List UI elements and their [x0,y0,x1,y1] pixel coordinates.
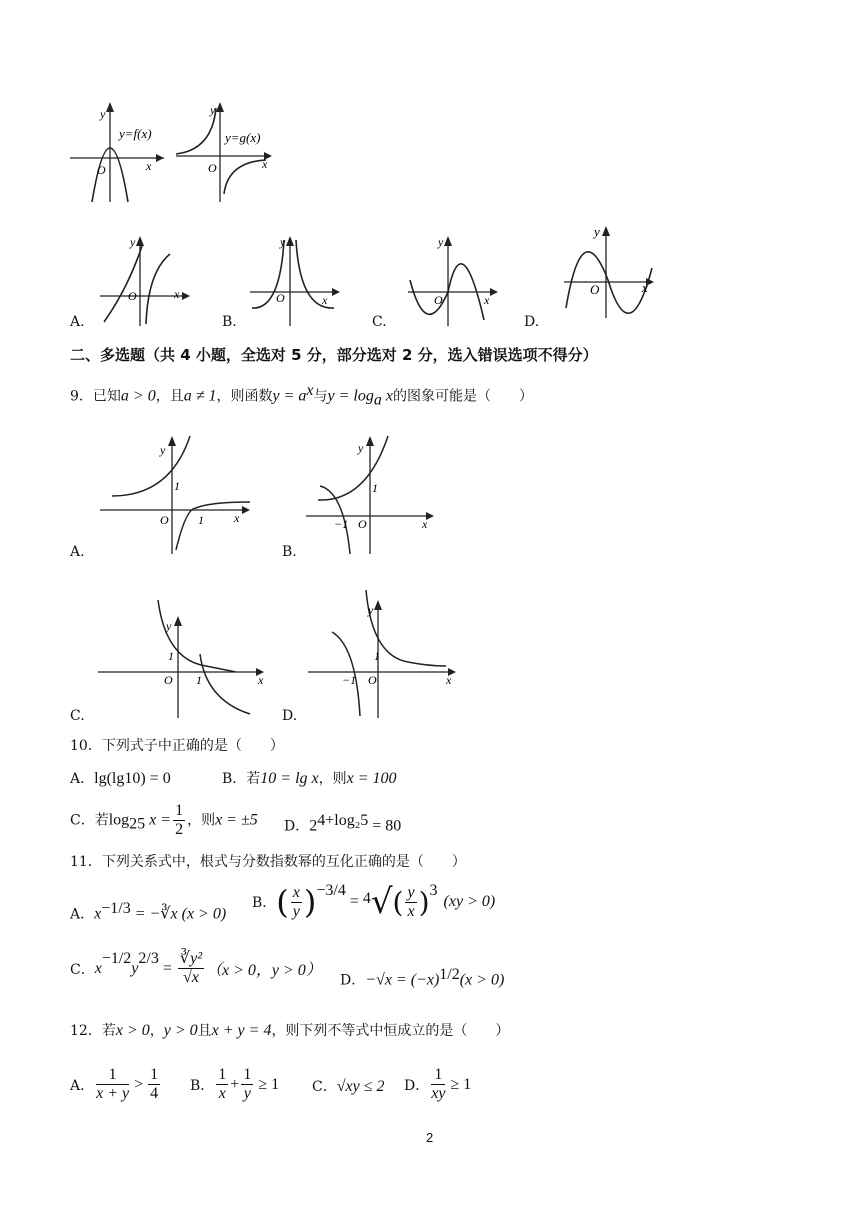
q9-option-c-graph [96,596,272,720]
q8-option-d-graph [560,222,664,322]
y-axis-label: y [280,235,286,249]
x-axis-label: x [146,159,152,173]
section-title: 二、多选题（共 4 小题，全选对 5 分，部分选对 2 分，选入错误选项不得分） [70,346,598,364]
operator: ≥ 1 [258,1075,280,1093]
x-axis-label: x [262,157,268,171]
exponent: −1/2 [101,950,132,967]
x-axis-label: x [258,673,264,687]
option-label: C． [70,961,95,978]
option-expr: x = 100 [346,770,397,787]
q10-option-a[interactable] [70,768,171,788]
q11-option-c[interactable] [70,950,322,987]
condition: （x > 0，y > 0） [205,962,322,979]
condition: y > 0 [163,1022,198,1039]
tick-label: 1 [196,673,202,687]
y-axis-label: y [438,235,444,249]
q10-option-c[interactable] [70,802,258,839]
option-text: ，则 [187,812,216,829]
origin-label: O [276,291,285,305]
origin-label: O [368,673,377,687]
numerator: ∛y² [179,950,202,967]
q9-option-c-label[interactable]: C. [70,708,85,724]
function-expr: x [381,387,393,405]
fraction [173,802,185,839]
tick-label: 1 [174,479,180,493]
stem-text: ，则函数 [216,388,273,405]
q8-option-c-graph [404,232,504,328]
exponent: 2/3 [138,950,159,967]
stem-text: 与 [313,388,328,405]
q9-option-a-label[interactable]: A. [70,544,85,560]
option-text: ，则 [318,771,347,787]
origin-label: O [128,289,137,303]
y-axis-label: y [160,443,166,457]
y-axis-label: y [368,603,374,617]
operator: > [134,1075,144,1093]
tick-label: −1 [342,673,357,687]
y-axis-label: y [594,224,600,239]
condition: x > 0 [115,1022,150,1039]
function-expr: y = a [272,387,307,405]
exponent-num: 1 [110,900,119,917]
fraction [431,1066,445,1103]
y-axis-label: y [210,103,216,117]
x-axis-label: x [642,280,648,295]
equals-sign: = [162,959,172,977]
numerator: 1 [431,1066,445,1085]
denominator: y [243,1085,251,1102]
given-function-graphs [66,98,286,210]
stem-text: ， [149,1023,164,1039]
q11-option-b[interactable]: B． ( $\frac{x}{y}$ ) −3/4 = 4 √ ( $\frac{y}{x}$ ) 3 (xy > 0) [252,882,496,922]
tick-label: 1 [372,481,378,495]
exponent: −1/3 [101,900,131,917]
fraction [216,1066,228,1103]
fraction [405,884,416,921]
origin-label: O [590,282,600,297]
q12-option-b[interactable] [190,1066,279,1103]
x-axis-label: x [234,511,240,525]
denominator: x [218,1085,226,1102]
q12-option-a[interactable] [70,1066,162,1103]
q8-option-d-label[interactable]: D. [524,314,540,330]
option-label: B． [252,895,277,911]
condition: (x > 0) [459,971,505,989]
tick-label: 1 [198,513,204,527]
option-expr: √xy ≤ 2 [336,1078,385,1095]
x-axis-label: x [446,673,452,687]
option-expr: 10 = lg x [260,770,319,787]
graph-g [176,102,272,202]
y-axis-label: y [100,107,106,121]
y-axis-label: y [166,619,172,633]
exponent: 3 [429,882,438,899]
option-label: B． [190,1077,215,1094]
origin-label: O [164,673,173,687]
condition: x + y = 4 [211,1022,272,1039]
denominator: xy [431,1085,446,1102]
fraction [178,950,204,987]
operator: + [230,1075,240,1093]
option-expr: = −∛x (x > 0) [130,905,227,923]
option-label: C． [312,1079,337,1095]
g-curve-label: y=g(x) [225,130,261,145]
option-label: B．若 [222,771,261,787]
fraction [241,1066,253,1103]
q8-option-b-label[interactable]: B. [222,314,237,330]
y-axis-label: y [358,441,364,455]
x-axis-label: x [484,293,490,307]
origin-label: O [358,517,367,531]
q12-option-c[interactable] [312,1076,384,1096]
x-axis-label: x [174,287,180,301]
numerator: 1 [218,1066,227,1083]
stem-text: ，且 [155,388,184,405]
q9-stem [70,382,533,409]
q8-option-a-graph [96,232,196,328]
y-axis-label: y [130,235,136,249]
x-axis-label: x [422,517,428,531]
power-base: x [94,905,102,923]
origin-label: O [160,513,169,527]
denominator: 2 [175,821,184,838]
q12-option-d[interactable] [404,1066,471,1103]
exponent-sign: − [101,900,111,917]
log-base: a [373,391,382,409]
log-base: 25 [129,815,146,833]
denominator: 4 [150,1085,159,1102]
numerator: 1 [96,1066,129,1085]
fraction [148,1066,160,1103]
option-label: D． [284,818,310,835]
numerator: y [407,883,415,901]
exponent-den: 3 [122,900,131,917]
question-number: 9． [70,388,93,405]
power-base: x [94,959,102,977]
option-expr: = 80 [368,817,402,835]
page-number: 2 [426,1130,434,1145]
stem-text: 且 [197,1023,212,1039]
exponent: x [306,382,314,399]
q11-stem: 11．下列关系式中，根式与分数指数幂的互化正确的是（ ） [70,854,466,870]
condition: a > 0 [120,387,156,405]
power-base: y [131,959,139,977]
q8-option-b-graph [246,232,346,328]
f-curve-label: y=f(x) [119,126,152,141]
denominator: √x [182,969,199,986]
q8-option-a-label[interactable]: A. [70,314,85,330]
equals-sign: = [349,893,359,910]
tick-label: 1 [168,649,174,663]
option-expr: −√x = (−x) [365,971,440,989]
option-expr: x = [145,811,172,829]
condition: a ≠ 1 [183,387,217,405]
q9-option-b-label[interactable]: B. [282,544,297,560]
numerator: x [292,883,300,901]
denominator: x + y [96,1085,130,1102]
q12-stem [70,1020,509,1040]
root-index: 4 [362,890,371,907]
numerator: 1 [243,1066,252,1083]
q9-option-b-graph [304,432,444,556]
function-expr: y = log [327,387,374,405]
q11-option-d[interactable] [340,966,504,990]
fraction [291,884,302,921]
stem-text: 的图象可能是（ ） [392,388,533,405]
origin-label: O [208,161,217,175]
stem-text: 12．若 [70,1023,116,1039]
graph-f [70,102,164,202]
numerator: 1 [175,802,184,819]
option-label: A． [70,771,95,787]
q11-option-a[interactable] [70,900,226,924]
option-label: D． [404,1077,430,1094]
exponent: 1/2 [439,966,460,983]
option-label: A． [70,906,95,923]
operator: ≥ 1 [450,1075,472,1093]
stem-text: ，则下列不等式中恒成立的是（ ） [271,1023,510,1039]
q9-option-a-graph [98,432,258,556]
power-base: 2 [309,817,318,835]
fraction [96,1066,129,1103]
stem-text: 已知 [92,388,121,405]
denominator: x [407,902,415,920]
log-text: log [108,811,130,829]
exponent: 4+log₂5 [317,812,369,829]
origin-label: O [97,163,106,177]
origin-label: O [434,293,443,307]
q9-option-d-graph [306,586,464,720]
tick-label: 1 [374,649,380,663]
exponent: −3/4 [316,882,346,899]
x-axis-label: x [322,293,328,307]
q8-option-c-label[interactable]: C. [372,314,387,330]
option-expr: x = ±5 [215,811,258,829]
numerator: 1 [150,1066,159,1083]
condition: (xy > 0) [443,893,496,910]
option-label: D． [340,972,366,989]
q9-option-d-label[interactable]: D. [282,708,298,724]
option-label: C．若 [70,812,109,829]
denominator: y [292,902,300,920]
q10-option-b[interactable] [222,768,397,788]
q10-option-d[interactable] [284,812,401,836]
tick-label: −1 [334,517,349,531]
option-expr: lg(lg10) = 0 [94,770,171,787]
option-label: A． [70,1077,95,1094]
q10-stem: 10．下列式子中正确的是（ ） [70,738,284,754]
